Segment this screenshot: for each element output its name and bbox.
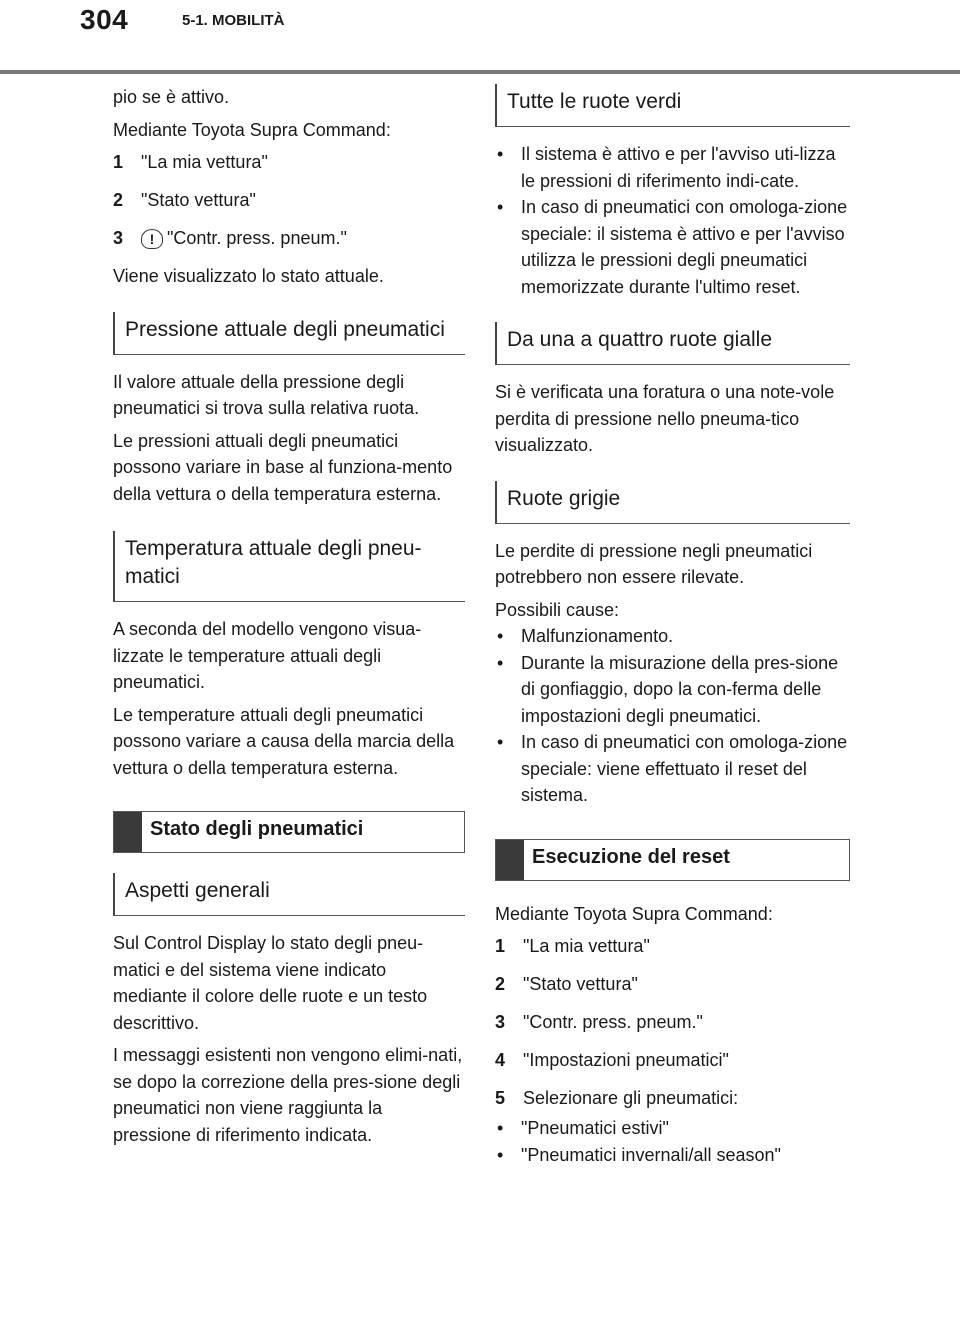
pressure-paragraph-2: Le pressioni attuali degli pneumatici possono variare in base al funziona-mento della vettura o della temperatura esterna. — [113, 430, 453, 504]
list-item: • Malfunzionamento. — [495, 623, 850, 650]
step-item — [113, 187, 465, 213]
step-item — [113, 149, 465, 175]
step-text: "Stato vettura" — [141, 190, 256, 210]
list-item: • In caso di pneumatici con omologa-zione speciale: il sistema è attivo e per l'avviso utilizza le pressioni degli pneumatici memorizzate durante l'ultimo reset. — [495, 194, 850, 300]
left-column — [113, 84, 465, 1154]
status-text: Viene visualizzato lo stato attuale. — [113, 266, 384, 286]
possible-causes-label: Possibili cause: — [495, 599, 620, 620]
list-item: • In caso di pneumatici con omologa-zione speciale: viene effettuato il reset del sistema. — [495, 729, 850, 809]
heading-bar — [496, 840, 524, 880]
heading-general-aspects: Aspetti generali — [113, 873, 465, 916]
temperature-paragraph-2: Le temperature attuali degli pneumatici possono variare a causa della marcia della vettura o della temperatura esterna. — [113, 704, 455, 778]
heading-bar — [114, 812, 142, 852]
step-item — [495, 933, 850, 959]
header-rule — [0, 70, 960, 74]
intro-text: pio se è attivo. — [113, 87, 230, 107]
pressure-paragraph-1: Il valore attuale della pressione degli pneumatici si trova sulla relativa ruota. — [113, 371, 420, 418]
step-item — [495, 1047, 850, 1073]
section-title: 5-1. MOBILITÀ — [182, 12, 285, 29]
heading-all-green: Tutte le ruote verdi — [495, 84, 850, 127]
yellow-paragraph: Si è verificata una foratura o una note-vole perdita di pressione nello pneuma-tico visualizzato. — [495, 382, 835, 455]
right-column — [495, 84, 850, 1174]
heading-yellow-wheels: Da una a quattro ruote gialle — [495, 322, 850, 365]
step-number: 3 — [495, 1012, 506, 1032]
temperature-paragraph-1: A seconda del modello vengono visua-lizzate le temperature attuali degli pneumatici. — [113, 619, 422, 692]
step-number: 5 — [495, 1088, 506, 1108]
list-item: • "Pneumatici invernali/all season" — [495, 1142, 850, 1169]
page-header — [0, 0, 960, 76]
step-number: 1 — [495, 936, 506, 956]
step-number: 2 — [495, 974, 506, 994]
list-item: • Durante la misurazione della pres-sione di gonfiaggio, dopo la con-ferma delle impostazioni degli pneumatici. — [495, 650, 850, 730]
via-command-text: Mediante Toyota Supra Command: — [495, 903, 773, 924]
step-text: "La mia vettura" — [141, 152, 268, 172]
heading-tyre-status-text: Stato degli pneumatici — [150, 818, 364, 840]
step-number: 1 — [113, 152, 124, 172]
step-item — [495, 1009, 850, 1035]
step-number: 4 — [495, 1050, 506, 1070]
list-item: • "Pneumatici estivi" — [495, 1115, 850, 1142]
heading-reset-text: Esecuzione del reset — [532, 845, 730, 868]
list-item: • Il sistema è attivo e per l'avviso uti-lizza le pressioni di riferimento indi-cate. — [495, 141, 850, 194]
page-number: 304 — [80, 4, 129, 35]
step-text: "Impostazioni pneumatici" — [523, 1050, 729, 1070]
heading-grey-wheels: Ruote grigie — [495, 481, 850, 524]
step-item — [495, 971, 850, 997]
heading-tyre-status — [113, 811, 465, 853]
step-text: Selezionare gli pneumatici: — [523, 1088, 739, 1108]
step-number: 3 — [113, 228, 124, 248]
general-paragraph-1: Sul Control Display lo stato degli pneu-matici e del sistema viene indicato mediante il colore delle ruote e un testo descrittivo. — [113, 933, 428, 1033]
general-paragraph-2: I messaggi esistenti non vengono elimi-nati, se dopo la correzione della pres-sione degli pneumatici non viene raggiunta la pressione di riferimento indicata. — [113, 1045, 463, 1145]
heading-current-temperature: Temperatura attuale degli pneu-matici — [113, 531, 465, 602]
step-text: "Stato vettura" — [523, 974, 638, 994]
via-command-text: Mediante Toyota Supra Command: — [113, 119, 391, 140]
green-bullet-list — [495, 141, 850, 300]
step-text: "Contr. press. pneum." — [523, 1012, 703, 1032]
step-number: 2 — [113, 190, 124, 210]
step-text: "La mia vettura" — [523, 936, 650, 956]
heading-reset — [495, 839, 850, 881]
step-item — [495, 1085, 850, 1111]
grey-paragraph: Le perdite di pressione negli pneumatici potrebbero non essere rilevate. — [495, 540, 813, 587]
grey-bullet-list — [495, 623, 850, 809]
heading-current-pressure: Pressione attuale degli pneumatici — [113, 312, 465, 355]
step-item — [113, 225, 465, 251]
step-text: "Contr. press. pneum." — [167, 228, 347, 248]
tyre-warning-icon: ! — [141, 229, 163, 249]
tyre-type-list — [495, 1115, 850, 1168]
